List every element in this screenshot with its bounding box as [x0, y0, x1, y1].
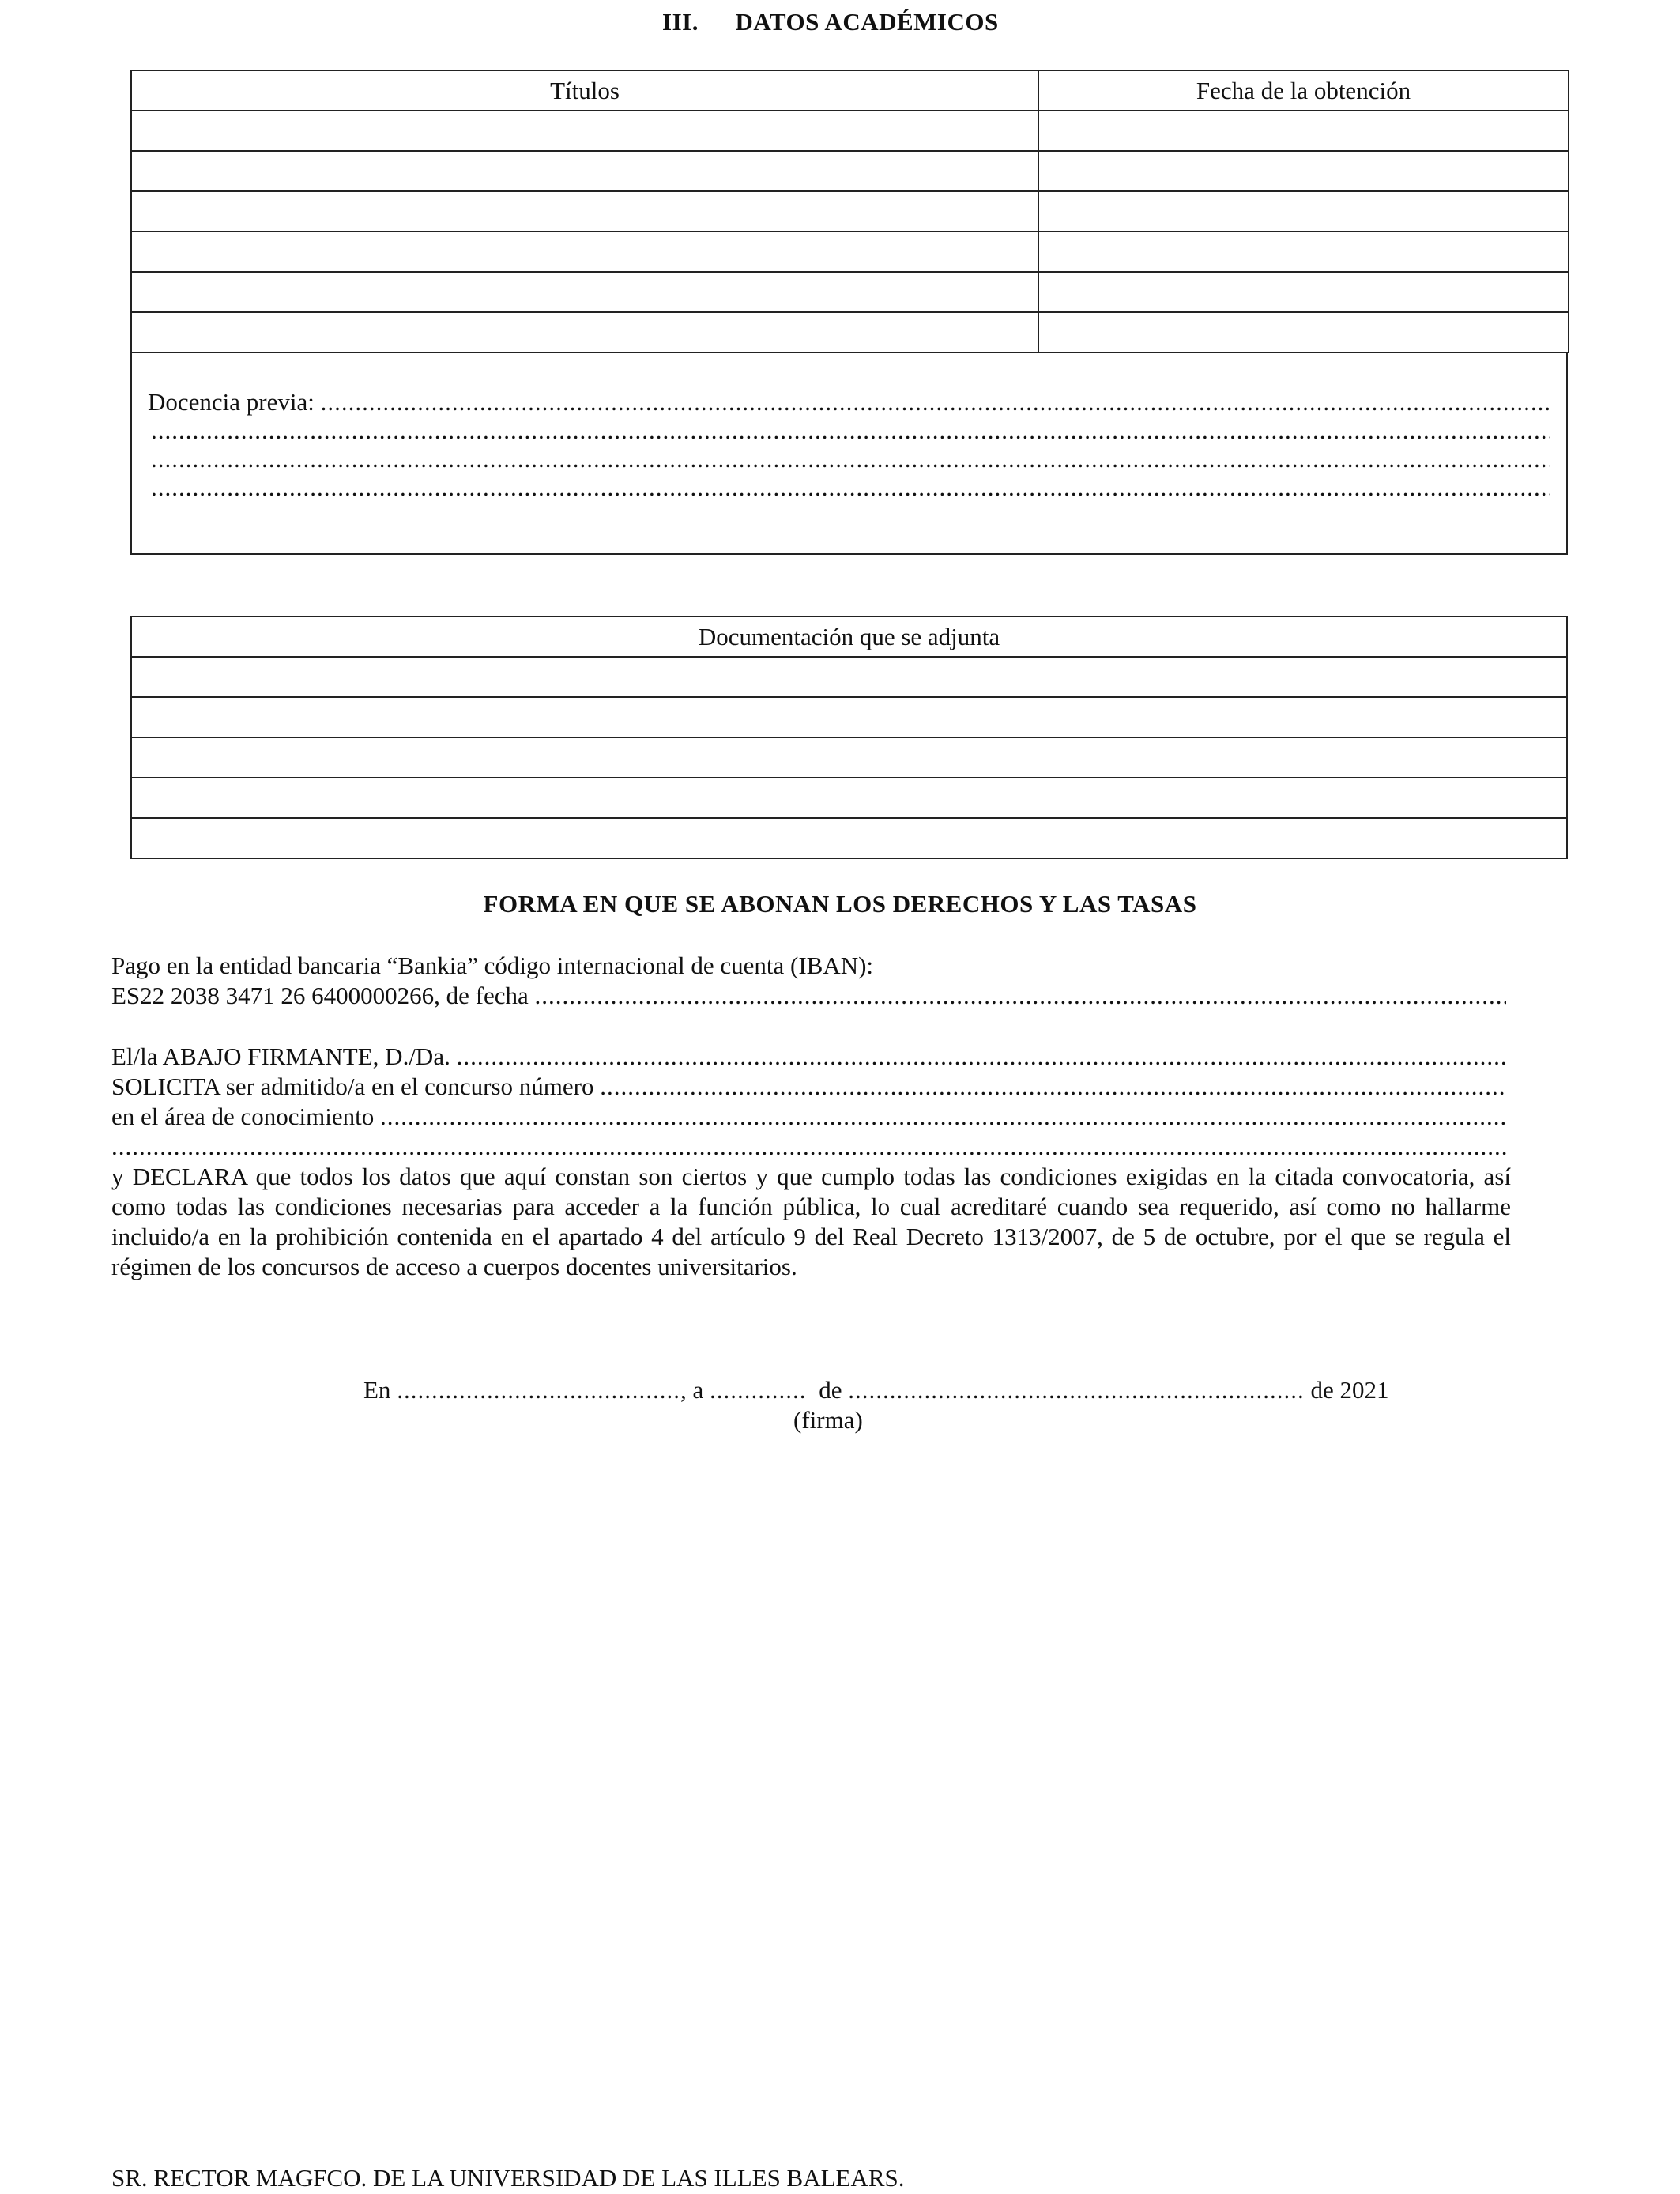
table-row [131, 818, 1567, 858]
fecha-cell[interactable] [1038, 232, 1569, 272]
titulo-cell[interactable] [131, 151, 1038, 191]
titulo-cell[interactable] [131, 111, 1038, 151]
dotted-line[interactable] [151, 473, 1550, 503]
column-header-documentacion: Documentación que se adjunta [131, 616, 1567, 657]
dotted-line[interactable] [151, 444, 1550, 474]
column-header-fecha: Fecha de la obtención [1038, 70, 1569, 111]
document-cell[interactable] [131, 778, 1567, 818]
signature-year-label: de 2021 [1310, 1376, 1389, 1404]
table-row [131, 191, 1569, 232]
column-header-titulos: Títulos [131, 70, 1038, 111]
table-row [131, 111, 1569, 151]
section-heading [662, 8, 999, 36]
signature-a-label: , a [680, 1376, 704, 1404]
docencia-previa-box [130, 352, 1568, 555]
signer-label: El/la ABAJO FIRMANTE, D./Da. [111, 1042, 450, 1070]
place-field[interactable]: ......................................... [397, 1376, 680, 1404]
titulo-cell[interactable] [131, 191, 1038, 232]
table-row [131, 697, 1567, 737]
document-cell[interactable] [131, 657, 1567, 697]
fecha-cell[interactable] [1038, 151, 1569, 191]
day-field[interactable]: .............. [709, 1376, 807, 1404]
table-header-row [131, 616, 1567, 657]
signature-de-label: de [819, 1376, 842, 1404]
docencia-previa-line[interactable] [148, 387, 1550, 417]
docencia-previa-label: Docencia previa: [148, 388, 315, 416]
signature-en-label: En [363, 1376, 391, 1404]
table-row [131, 312, 1569, 352]
payment-iban-label: ES22 2038 3471 26 6400000266, de fecha [111, 982, 529, 1009]
titulo-cell[interactable] [131, 312, 1038, 352]
declaration-paragraph: y DECLARA que todos los datos que aquí constan son ciertos y que cumplo todas las condiciones exigidas en la citada convocatoria, así como todas las condiciones necesarias para acceder a la función pública, lo cual acreditaré cuando sea requerido, así como no hallarme incluido/a en la prohibición contenida en el apartado 4 del artículo 9 del Real Decreto 1313/2007, de 5 de octubre, por el que se regula el régimen de los concursos de acceso a cuerpos docentes universitarios. [111, 1163, 1511, 1280]
documentation-table [130, 616, 1568, 859]
fecha-cell[interactable] [1038, 272, 1569, 312]
payment-line-2[interactable] [111, 981, 1506, 1011]
table-row [131, 737, 1567, 778]
signer-line[interactable] [111, 1042, 1506, 1072]
titulo-cell[interactable] [131, 272, 1038, 312]
section-title: DATOS ACADÉMICOS [735, 8, 999, 36]
table-row [131, 657, 1567, 697]
titulo-cell[interactable] [131, 232, 1038, 272]
table-row [131, 232, 1569, 272]
payment-line-1: Pago en la entidad bancaria “Bankia” código internacional de cuenta (IBAN): [111, 952, 874, 979]
fecha-cell[interactable] [1038, 312, 1569, 352]
table-row [131, 778, 1567, 818]
request-line[interactable] [111, 1072, 1506, 1102]
section-number: III. [662, 8, 699, 36]
document-cell[interactable] [131, 818, 1567, 858]
fecha-cell[interactable] [1038, 111, 1569, 151]
document-cell[interactable] [131, 697, 1567, 737]
area-line[interactable] [111, 1102, 1506, 1132]
signature-line [363, 1375, 1388, 1405]
fecha-cell[interactable] [1038, 191, 1569, 232]
month-field[interactable]: .................................................................. [848, 1376, 1305, 1404]
area-label: en el área de conocimiento [111, 1103, 375, 1130]
table-row [131, 151, 1569, 191]
table-row [131, 272, 1569, 312]
academic-titles-table [130, 70, 1569, 353]
dotted-line[interactable] [151, 416, 1550, 446]
fees-heading: FORMA EN QUE SE ABONAN LOS DERECHOS Y LAS TASAS [483, 890, 1197, 918]
table-header-row [131, 70, 1569, 111]
dotted-line[interactable] [111, 1132, 1506, 1162]
addressee: SR. RECTOR MAGFCO. DE LA UNIVERSIDAD DE LAS ILLES BALEARS. [111, 2164, 905, 2192]
firma-label: (firma) [793, 1406, 863, 1434]
request-label: SOLICITA ser admitido/a en el concurso número [111, 1072, 594, 1100]
document-cell[interactable] [131, 737, 1567, 778]
